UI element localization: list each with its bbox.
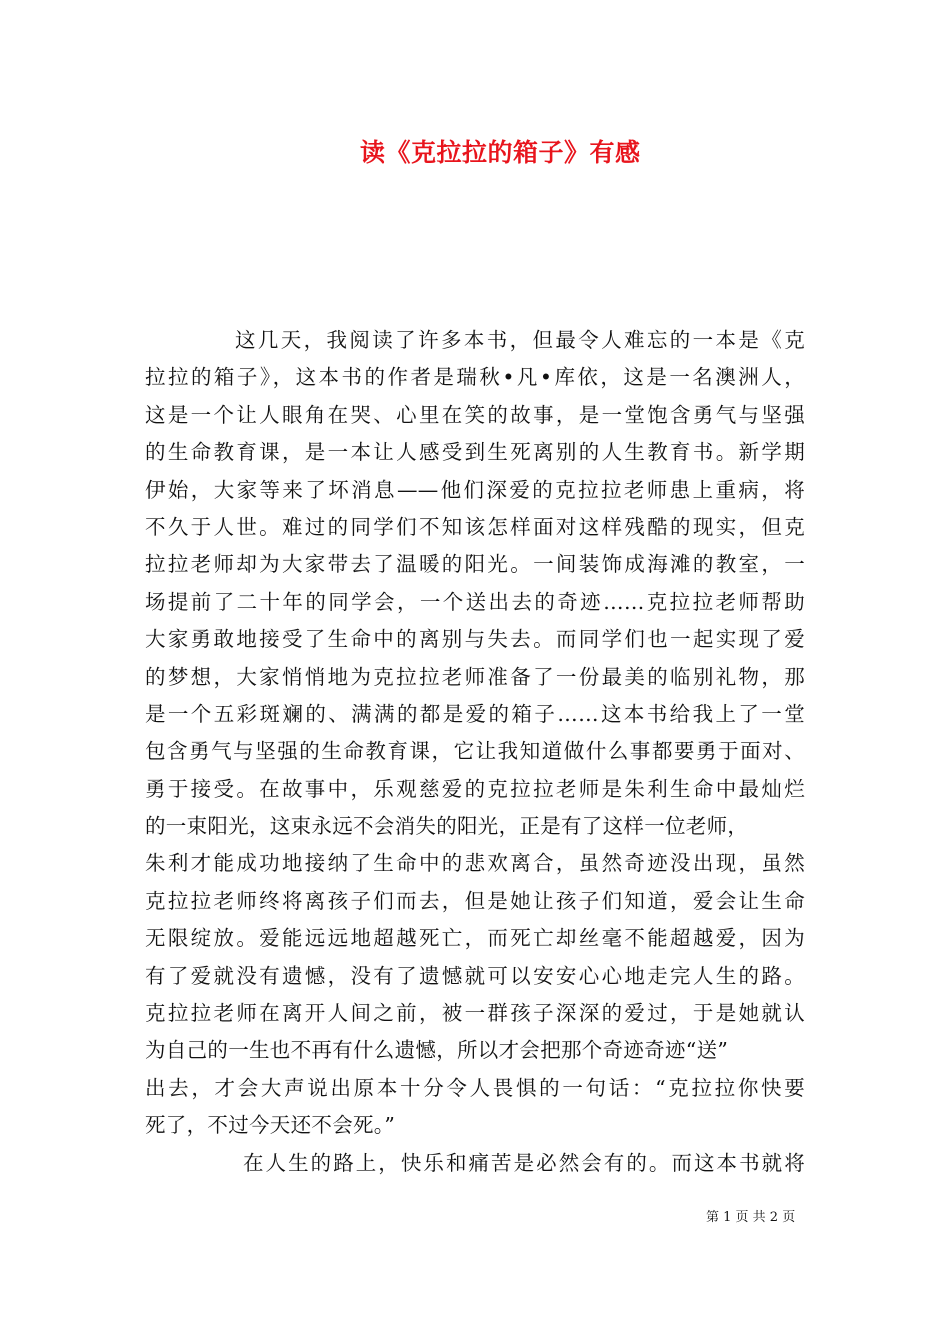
paragraph-line: 有了爱就没有遗憾，没有了遗憾就可以安安心心地走完人生的路。 (145, 963, 805, 988)
paragraph-line: 为自己的一生也不再有什么遗憾，所以才会把那个奇迹奇迹“送” (145, 1038, 729, 1063)
page-footer: 第 1 页 共 2 页 (706, 1210, 796, 1225)
paragraph-line: 伊始，大家等来了坏消息——他们深爱的克拉拉老师患上重病，将 (145, 477, 805, 502)
paragraph-line: 这几天，我阅读了许多本书，但最令人难忘的一本是《克 (235, 328, 805, 352)
paragraph-line: 的一束阳光，这束永远不会消失的阳光，正是有了这样一位老师， (145, 814, 749, 839)
paragraph-line: 克拉拉老师终将离孩子们而去，但是她让孩子们知道，爱会让生命 (145, 888, 805, 913)
paragraph-line: 在人生的路上，快乐和痛苦是必然会有的。而这本书就将 (243, 1150, 805, 1175)
paragraph-line: 大家勇敢地接受了生命中的离别与失去。而同学们也一起实现了爱 (145, 627, 805, 652)
paragraph-line: 朱利才能成功地接纳了生命中的悲欢离合，虽然奇迹没出现，虽然 (145, 851, 805, 876)
document-title: 读《克拉拉的箱子》有感 (360, 138, 641, 167)
paragraph-line: 的梦想，大家悄悄地为克拉拉老师准备了一份最美的临别礼物，那 (145, 664, 805, 689)
paragraph-line: 不久于人世。难过的同学们不知该怎样面对这样残酷的现实，但克 (145, 514, 805, 539)
paragraph-line: 场提前了二十年的同学会，一个送出去的奇迹……克拉拉老师帮助 (145, 589, 805, 614)
paragraph-line: 无限绽放。爱能远远地超越死亡，而死亡却丝毫不能超越爱，因为 (145, 926, 805, 951)
paragraph-line: 拉拉老师却为大家带去了温暖的阳光。一间装饰成海滩的教室，一 (145, 552, 805, 577)
paragraph-line: 包含勇气与坚强的生命教育课，它让我知道做什么事都要勇于面对、 (145, 739, 805, 764)
paragraph-line: 出去，才会大声说出原本十分令人畏惧的一句话：“克拉拉你快要 (145, 1075, 805, 1100)
paragraph-line: 的生命教育课，是一本让人感受到生死离别的人生教育书。新学期 (145, 440, 805, 465)
body-text (145, 322, 805, 1182)
paragraph-line: 是一个五彩斑斓的、满满的都是爱的箱子……这本书给我上了一堂 (145, 701, 805, 726)
paragraph-line: 克拉拉老师在离开人间之前，被一群孩子深深的爱过，于是她就认 (145, 1001, 805, 1026)
paragraph-line: 勇于接受。在故事中，乐观慈爱的克拉拉老师是朱利生命中最灿烂 (145, 776, 805, 801)
paragraph-line: 死了，不过今天还不会死。” (145, 1113, 396, 1138)
paragraph-line: 这是一个让人眼角在哭、心里在笑的故事，是一堂饱含勇气与坚强 (145, 402, 805, 427)
paragraph-line: 拉拉的箱子》，这本书的作者是瑞秋•凡•库依，这是一名澳洲人， (145, 365, 805, 390)
